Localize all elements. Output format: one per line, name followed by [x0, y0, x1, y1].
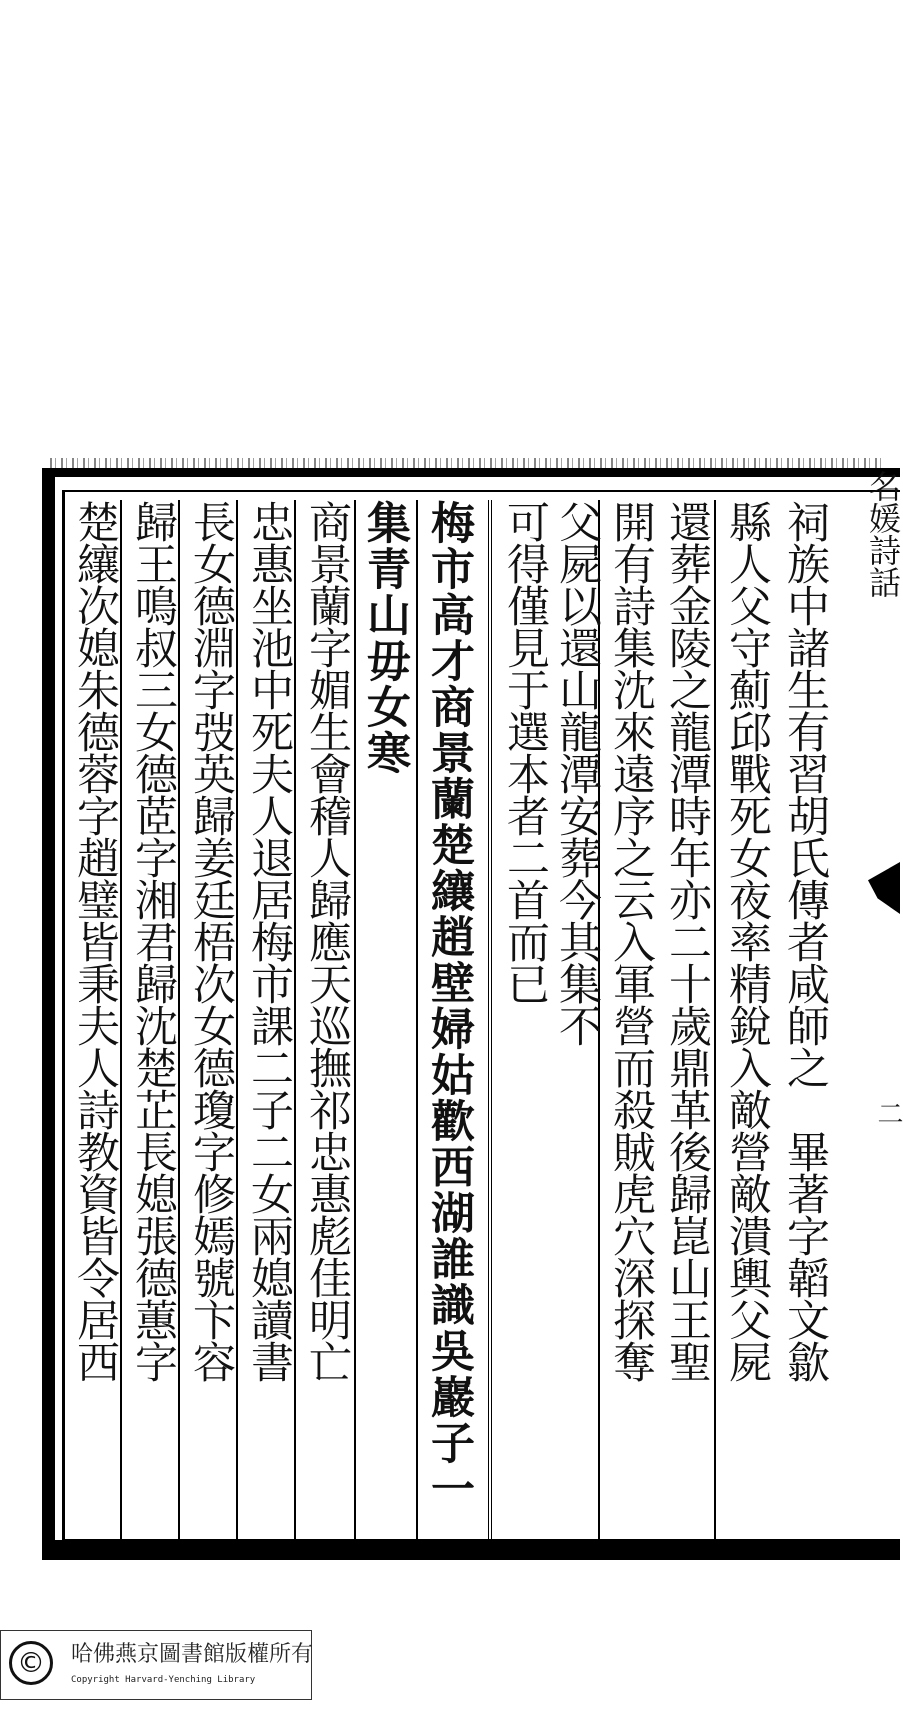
text-column-11: 長女德淵字弢英歸姜廷梧次女德瓊字修嫣號卞容 [186, 500, 236, 1382]
text-column-4: 開有詩集沈來遠序之云入軍營而殺賊虎穴深探奪 [606, 500, 656, 1382]
text-column-2: 縣人父守薊邱戰死女夜率精銳入敵營敵潰輿父屍 [722, 500, 772, 1382]
folio-number: 二 [873, 1100, 903, 1126]
copyright-text-cn: 哈佛燕京圖書館版權所有 [71, 1642, 314, 1667]
text-column-3: 還葬金陵之龍潭時年亦二十歲鼎革後歸崑山王聖 [662, 500, 712, 1382]
text-column-13: 楚纕次媳朱德蓉字趙璧皆秉夫人詩教資皆令居西 [70, 500, 120, 1382]
text-column-10: 忠惠坐池中死夫人退居梅市課二子二女兩媳讀書 [244, 500, 294, 1382]
column-rule [416, 500, 418, 1540]
verse-column-1: 梅市高才商景蘭楚纕趙壁婦姑歡西湖誰識吳巖子一 [423, 500, 474, 1512]
text-column-1: 祠族中諸生有習胡氏傳者咸師之 畢著字韜文歙 [780, 500, 830, 1382]
running-title: 名媛詩話 [864, 470, 902, 598]
text-column-12: 歸王鳴叔三女德茝字湘君歸沈楚芷長媳張德蕙字 [128, 500, 178, 1382]
copyright-icon: © [9, 1641, 53, 1685]
copyright-text-en: Copyright Harvard-Yenching Library [71, 1675, 256, 1685]
verse-column-2: 集青山毋女寒 [359, 500, 410, 776]
text-column-5: 父屍以還山龍潭安葬今其集不 [552, 500, 602, 1046]
text-column-6: 可得僅見于選本者二首而已 [500, 500, 550, 1004]
copyright-box [0, 1630, 312, 1700]
column-rule [488, 500, 492, 1540]
text-column-9: 商景蘭字媚生會稽人歸應天巡撫祁忠惠彪佳明亡 [302, 500, 352, 1382]
